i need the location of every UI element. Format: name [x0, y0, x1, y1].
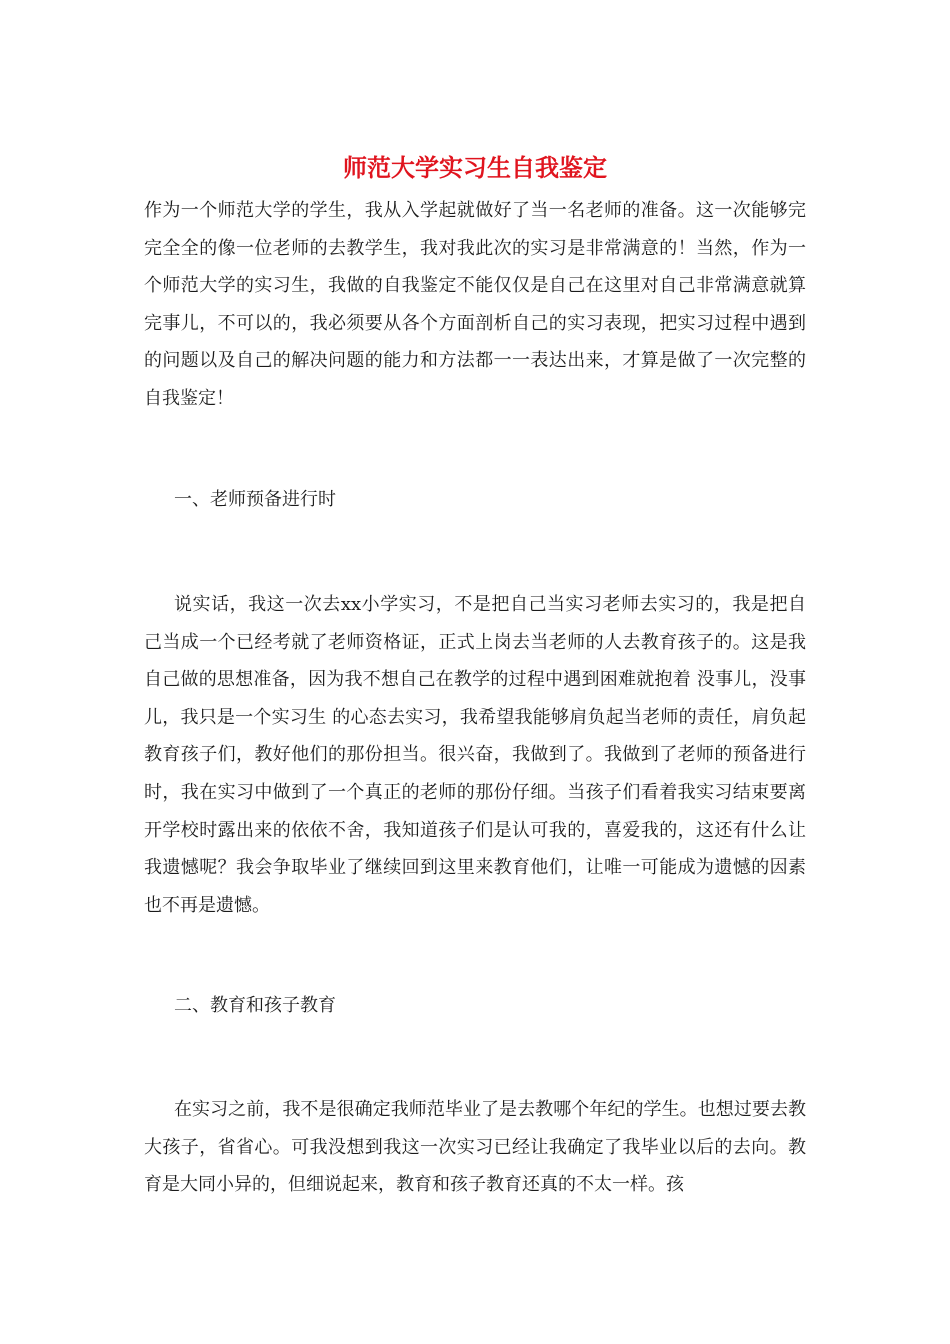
section-heading-1: 一、老师预备进行时	[174, 489, 336, 510]
section-1-paragraph: 说实话，我这一次去xx小学实习，不是把自己当实习老师去实习的，我是把自己当成一个已经考就了老师资格证，正式上岗去当老师的人去教育孩子的。这是我自己做的思想准备，因为我不想自己在教学的过程中遇到困难就抱着 没事儿，没事儿，我只是一个实习生 的心态去实习，我希望我能够肩负起当老师的责任，肩负起教育孩子们，教好他们的那份担当。很兴奋，我做到了。我做到了老师的预备进行时，我在实习中做到了一个真正的老师的那份仔细。当孩子们看着我实习结束要离开学校时露出来的依依不舍，我知道孩子们是认可我的，喜爱我的，这还有什么让我遗憾呢？我会争取毕业了继续回到这里来教育他们，让唯一可能成为遗憾的因素也不再是遗憾。	[144, 594, 806, 916]
section-heading-2: 二、教育和孩子教育	[174, 995, 336, 1016]
section-2-paragraph: 在实习之前，我不是很确定我师范毕业了是去教哪个年纪的学生。也想过要去教大孩子，省省心。可我没想到我这一次实习已经让我确定了我毕业以后的去向。教育是大同小异的，但细说起来，教育和孩子教育还真的不太一样。孩	[144, 1099, 806, 1196]
intro-paragraph: 作为一个师范大学的学生，我从入学起就做好了当一名老师的准备。这一次能够完完全全的像一位老师的去教学生，我对我此次的实习是非常满意的！当然，作为一个师范大学的实习生，我做的自我鉴定不能仅仅是自己在这里对自己非常满意就算完事儿，不可以的，我必须要从各个方面剖析自己的实习表现，把实习过程中遇到的问题以及自己的解决问题的能力和方法都一一表达出来，才算是做了一次完整的自我鉴定！	[144, 200, 806, 409]
document-title: 师范大学实习生自我鉴定	[343, 153, 607, 182]
